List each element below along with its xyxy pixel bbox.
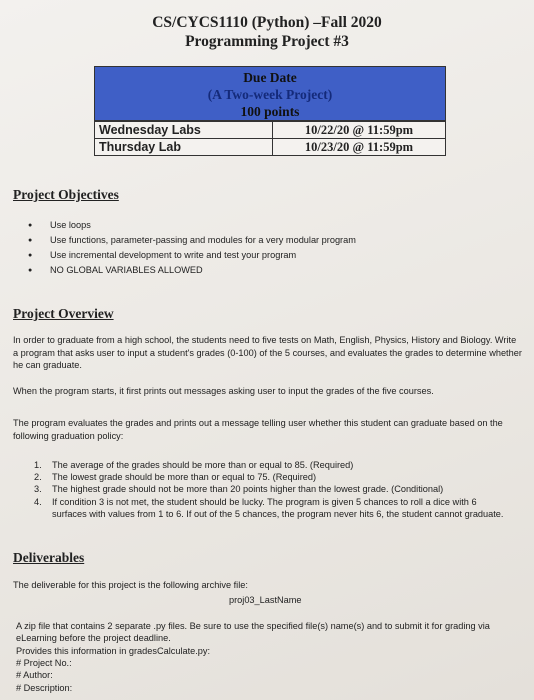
due-date-subheading: (A Two-week Project) — [207, 87, 333, 102]
file-header-lines — [16, 657, 72, 694]
section-title-overview: Project Overview — [13, 306, 114, 321]
due-row-label: Wednesday Labs — [95, 122, 273, 138]
overview-paragraph: When the program starts, it first prints out messages asking user to input the grades of the five courses. — [13, 386, 434, 396]
list-text: The lowest grade should be more than or equal to 75. (Required) — [52, 472, 317, 483]
list-item — [34, 496, 512, 520]
section-title-objectives: Project Objectives — [13, 187, 119, 202]
list-number: 3. — [34, 484, 42, 495]
archive-filename: proj03_LastName — [229, 595, 302, 605]
list-number: 2. — [34, 472, 42, 483]
due-row-wednesday — [95, 120, 445, 138]
list-text: The highest grade should not be more than 20 points higher than the lowest grade. (Conditional) — [52, 484, 444, 495]
list-item — [34, 471, 512, 483]
due-date-table — [94, 66, 446, 156]
due-date-heading: Due Date — [243, 70, 297, 85]
section-title-deliverables: Deliverables — [13, 550, 85, 565]
due-row-label: Thursday Lab — [95, 139, 273, 155]
due-date-points: 100 points — [240, 104, 300, 119]
objectives-list — [22, 218, 356, 278]
header-line: # Description: — [16, 682, 73, 693]
deliverables-intro: The deliverable for this project is the following archive file: — [13, 580, 248, 590]
due-row-date: 10/23/20 @ 11:59pm — [304, 140, 414, 154]
list-item: ● NO GLOBAL VARIABLES ALLOWED — [22, 263, 356, 278]
overview-paragraph: The program evaluates the grades and prints out a message telling user whether this student can graduate based on the following graduation policy: — [13, 418, 503, 441]
header-line: # Project No.: — [16, 658, 72, 668]
list-number: 4. — [34, 496, 42, 507]
list-item: ● Use loops — [22, 218, 356, 233]
zip-instructions — [16, 620, 521, 657]
overview-paragraph: In order to graduate from a high school, the students need to five tests on Math, English, Physics, History and Biology. Write a program that asks user to input a student's grades (0-100) of the 5 courses, and evaluates the grades to determine whether he can graduate. — [13, 335, 522, 370]
list-text: If condition 3 is not met, the student should be lucky. The program is given 5 chances to roll a dice with 6 surfaces with values from 1 to 6. If out of the 5 chances, the program never hits 6, the student cannot graduate. — [52, 496, 504, 519]
provides-text: Provides this information in gradesCalculate.py: — [16, 645, 211, 656]
list-item: ● Use functions, parameter-passing and modules for a very modular program — [22, 233, 356, 248]
list-item — [34, 459, 512, 471]
due-date-header — [95, 67, 445, 120]
list-item — [34, 483, 512, 495]
list-number: 1. — [34, 460, 42, 470]
list-item: ● Use incremental development to write and test your program — [22, 248, 356, 263]
due-row-date: 10/22/20 @ 11:59pm — [304, 123, 414, 137]
list-text: The average of the grades should be more than or equal to 85. (Required) — [52, 460, 354, 470]
zip-text: A zip file that contains 2 separate .py files. Be sure to use the specified file(s) name(s) and to submit it for grading via eLearning before the project deadline. — [16, 621, 490, 644]
graduation-policy-list — [34, 459, 512, 520]
due-row-thursday — [95, 138, 445, 155]
document-subtitle: Programming Project #3 — [185, 33, 349, 50]
header-line: # Author: — [16, 670, 53, 681]
document-title: CS/CYCS1110 (Python) –Fall 2020 — [152, 14, 382, 31]
